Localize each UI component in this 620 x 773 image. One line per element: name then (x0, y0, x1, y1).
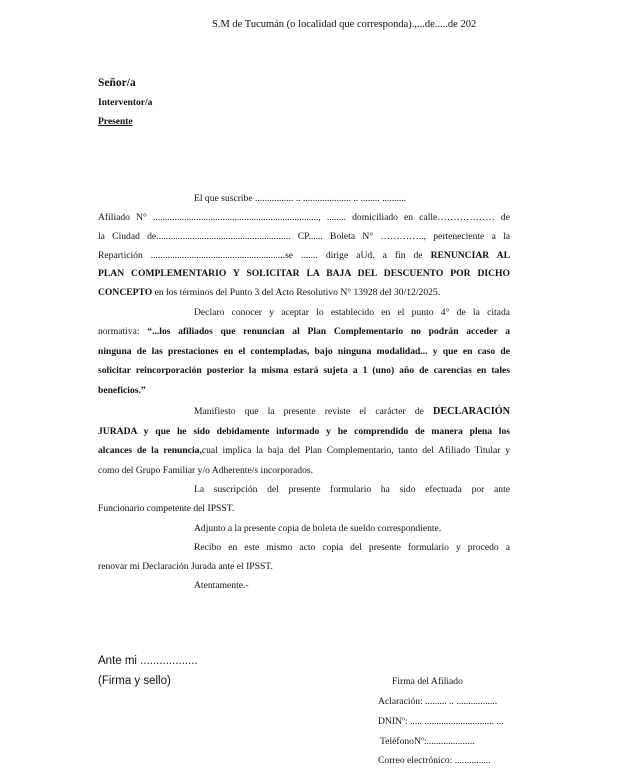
body-line-17: Funcionario competente del IPSST. (98, 503, 235, 514)
body-line-7: Declaro conocer y aceptar lo establecido en el punto 4° de la citada (194, 307, 510, 318)
body-line-8-quote: “...los afiliados que renuncian al Plan Complementario no podrán acceder a (147, 326, 510, 337)
body-line-15: como del Grupo Familiar y/o Adherente/s incorporados. (98, 465, 314, 476)
body-line-13: JURADA y que he sido debidamente informado y he comprendido de manera plena los (98, 426, 510, 437)
body-line-6-bold: CONCEPTO (98, 287, 153, 298)
firma-afiliado-label: Firma del Afiliado (392, 676, 463, 687)
salutation-presente: Presente (98, 117, 133, 127)
firma-sello-label: (Firma y sello) (98, 675, 171, 687)
body-line-4-text: Repartición ........................................................se ....... dirige aUd. a fin de (98, 250, 431, 261)
body-line-4 (98, 249, 510, 262)
body-line-1: El que suscribe ................ .. .................... .. ........ .......... (194, 193, 407, 204)
body-line-2: Afiliado N° ....................................................................., ........ domiciliado en calle……………… de (98, 212, 510, 223)
body-line-3: la Ciudad de........................................................ CP...... Boleta N° ………….., perteneciente a la (98, 231, 510, 242)
salutation-title: Señor/a (98, 77, 136, 89)
body-line-14-bold: alcances de la renuncia, (98, 445, 202, 456)
ante-mi-line: Ante mi .................. (98, 655, 198, 667)
salutation-role: Interventor/a (98, 98, 153, 108)
correo-field: Correo electrónico: ............... (378, 755, 491, 766)
body-line-18: Adjunto a la presente copia de boleta de sueldo correspondiente. (194, 523, 442, 534)
telefono-field: TeléfonoNº:.................... (380, 736, 475, 747)
place-date-line: S.M de Tucumán (o localidad que corresponda).,...de.....de 202 (212, 19, 477, 30)
body-line-19: Recibo en este mismo acto copia del presente formulario y procedo a (194, 542, 510, 553)
aclaracion-field: Aclaración: ......... .. ................. (378, 696, 498, 707)
body-line-14 (98, 444, 510, 457)
body-line-8-text: normativa: (98, 326, 148, 337)
body-line-12-bold: DECLARACIÓN (433, 406, 510, 417)
dni-field: DNINº: ..... ............................. ... (378, 716, 504, 727)
body-line-9: ninguna de las prestaciones en el contempladas, bajo ninguna modalidad... y que en caso de (98, 346, 510, 357)
body-line-6-text: en los términos del Punto 3 del Acto Resolutivo N° 13928 del 30/12/2025. (152, 287, 441, 298)
body-line-16: La suscripción del presente formulario ha sido efectuada por ante (194, 484, 510, 495)
body-line-5: PLAN COMPLEMENTARIO Y SOLICITAR LA BAJA DEL DESCUENTO POR DICHO (98, 268, 510, 279)
closing: Atentamente.- (194, 580, 249, 591)
body-line-4-bold: RENUNCIAR AL (430, 250, 510, 261)
body-line-20: renovar mi Declaración Jurada ante el IPSST. (98, 561, 273, 572)
body-line-14-text: cual implica la baja del Plan Complementario, tanto del Afiliado Titular y (201, 445, 510, 456)
body-line-12-text: Manifiesto que la presente reviste el carácter de (194, 406, 434, 417)
body-line-12 (194, 405, 510, 418)
body-line-10: solicitar reincorporación posterior la misma estará sujeta a 1 (uno) año de carencias en tales (98, 365, 510, 376)
body-line-11: beneficios.” (98, 385, 146, 396)
body-line-6 (98, 286, 510, 299)
body-line-8 (98, 325, 510, 338)
